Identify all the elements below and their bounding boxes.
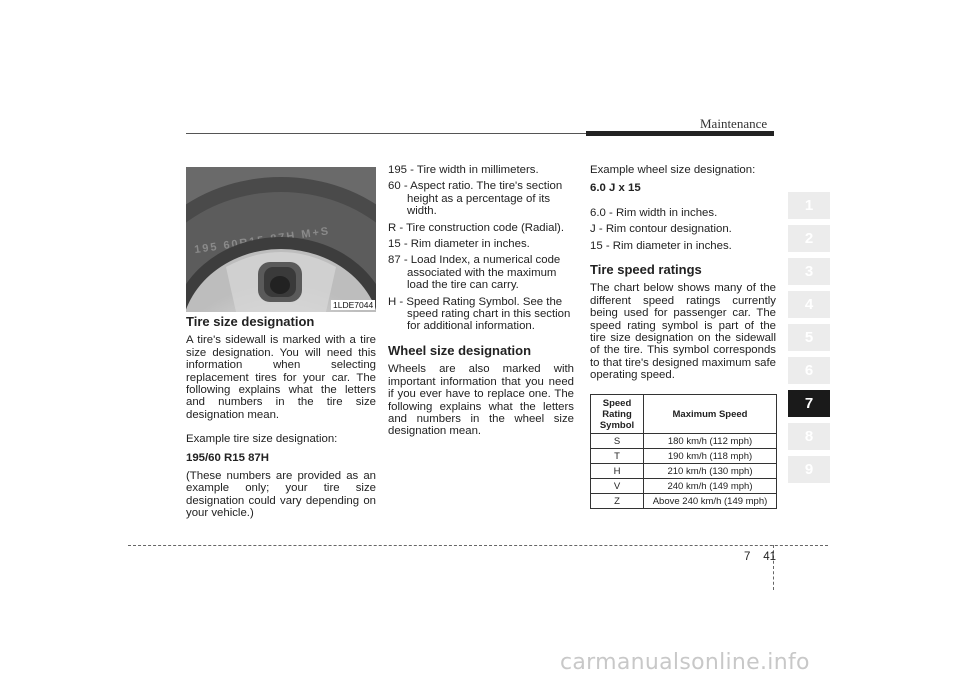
table-cell-speed: Above 240 km/h (149 mph) xyxy=(644,494,777,509)
page-chapter: 7 xyxy=(744,551,751,563)
wheel-item: J - Rim contour designation. xyxy=(590,223,732,236)
chapter-tab-2[interactable]: 2 xyxy=(788,225,830,252)
wheel-size-text: Wheels are also marked with important information that you need if you ever have to replace one. The following explains what the letters and numbers in the wheel size designation mean. xyxy=(388,363,574,438)
column-tire-size xyxy=(186,316,376,526)
table-cell-speed: 180 km/h (112 mph) xyxy=(644,434,777,449)
chapter-tab-6[interactable]: 6 xyxy=(788,357,830,384)
tire-size-heading: Tire size designation xyxy=(186,314,315,329)
speed-rating-table xyxy=(590,394,777,509)
wheel-example-value: 6.0 J x 15 xyxy=(590,182,641,195)
page-index: 41 xyxy=(763,551,776,563)
table-row xyxy=(591,479,777,494)
table-cell-symbol: H xyxy=(591,464,644,479)
chapter-tab-3[interactable]: 3 xyxy=(788,258,830,285)
table-cell-symbol: V xyxy=(591,479,644,494)
header-rule xyxy=(186,133,586,134)
code-item: 87 - Load Index, a numerical code associated with the maximum load the tire can carry. xyxy=(388,254,561,292)
table-cell-speed: 240 km/h (149 mph) xyxy=(644,479,777,494)
table-row xyxy=(591,449,777,464)
chapter-tabs xyxy=(788,192,830,489)
tire-example-label: Example tire size designation: xyxy=(186,433,338,446)
code-item: 15 - Rim diameter in inches. xyxy=(388,238,530,251)
table-header-symbol: Speed Rating Symbol xyxy=(591,395,644,434)
wheel-example-label: Example wheel size designation: xyxy=(590,164,756,176)
tire-example-value: 195/60 R15 87H xyxy=(186,451,269,464)
code-item: 195 - Tire width in millimeters. xyxy=(388,164,539,176)
chapter-tab-7[interactable]: 7 xyxy=(788,390,830,417)
wheel-size-heading: Wheel size designation xyxy=(388,342,532,358)
speed-ratings-heading: Tire speed ratings xyxy=(590,262,702,278)
table-cell-speed: 190 km/h (118 mph) xyxy=(644,449,777,464)
wheel-item: 15 - Rim diameter in inches. xyxy=(590,239,732,252)
tire-size-intro: A tire's sidewall is marked with a tire size designation. You will need this information when selecting replacement tires for your car. The following explains what the letters and numbers in the tire size designation mean. xyxy=(186,334,376,421)
page-number xyxy=(744,551,776,563)
chapter-tab-4[interactable]: 4 xyxy=(788,291,830,318)
chapter-tab-8[interactable]: 8 xyxy=(788,423,830,450)
speed-ratings-text: The chart below shows many of the different speed ratings currently being used for passenger car. The speed rating symbol is part of the tire size designation on the sidewall of the tire. This symbol corresponds to that tire's designed maximum safe operating speed. xyxy=(590,282,776,382)
table-row xyxy=(591,494,777,509)
chapter-tab-1[interactable]: 1 xyxy=(788,192,830,219)
table-cell-symbol: S xyxy=(591,434,644,449)
code-item: R - Tire construction code (Radial). xyxy=(388,221,564,234)
table-header-speed: Maximum Speed xyxy=(644,395,777,434)
tire-photo xyxy=(186,167,376,312)
code-item: 60 - Aspect ratio. The tire's section height as a percentage of its width. xyxy=(388,180,563,218)
wheel-item: 6.0 - Rim width in inches. xyxy=(590,206,718,219)
chapter-tab-9[interactable]: 9 xyxy=(788,456,830,483)
code-item: H - Speed Rating Symbol. See the speed rating chart in this section for additional information. xyxy=(388,295,571,333)
table-cell-symbol: T xyxy=(591,449,644,464)
fold-line xyxy=(128,545,828,546)
tire-example-note: (These numbers are provided as an example only; your tire size designation could vary depending on your vehicle.) xyxy=(186,470,376,520)
table-cell-symbol: Z xyxy=(591,494,644,509)
section-header: Maintenance xyxy=(700,116,768,131)
watermark[interactable]: carmanualsonline.info xyxy=(560,650,810,675)
figure-label: 1LDE7044 xyxy=(333,300,374,310)
table-row xyxy=(591,434,777,449)
column-tire-codes xyxy=(388,164,574,444)
column-wheel-speed xyxy=(590,164,776,388)
table-cell-speed: 210 km/h (130 mph) xyxy=(644,464,777,479)
header-rule-accent xyxy=(586,131,774,136)
speed-rating-table-wrap xyxy=(590,394,777,509)
table-row xyxy=(591,464,777,479)
chapter-tab-5[interactable]: 5 xyxy=(788,324,830,351)
